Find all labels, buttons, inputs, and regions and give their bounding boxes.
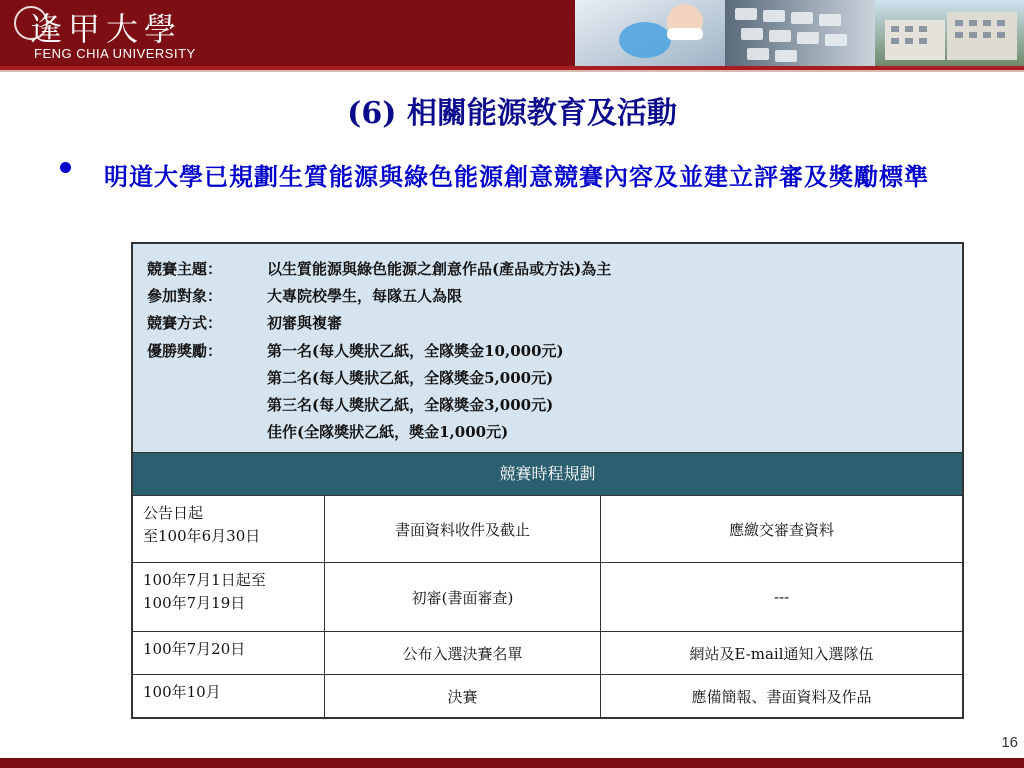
schedule-heading: 競賽時程規劃 bbox=[133, 453, 962, 496]
item-cell: 決賽 bbox=[325, 675, 601, 717]
info-row-theme bbox=[147, 258, 611, 279]
item-cell: 初審(書面審查) bbox=[325, 563, 601, 631]
date-line: 100年7月19日 bbox=[143, 594, 246, 612]
info-row-award-3 bbox=[147, 394, 553, 415]
date-line: 100年7月20日 bbox=[143, 640, 246, 658]
award-first: 第一名(每人獎狀乙紙，全隊獎金10,000元) bbox=[267, 342, 564, 360]
award-honorable: 佳作(全隊獎狀乙紙，獎金1,000元) bbox=[267, 423, 509, 441]
banner-divider-light bbox=[0, 70, 1024, 72]
table-row bbox=[133, 496, 962, 563]
slide-title: (6) 相關能源教育及活動 bbox=[347, 96, 677, 131]
bullet-text: 明道大學已規劃生質能源與綠色能源創意競賽內容及並建立評審及獎勵標準 bbox=[104, 163, 929, 191]
date-line: 100年10月 bbox=[143, 683, 221, 701]
university-logo bbox=[20, 2, 200, 64]
logo-english-name: FENG CHIA UNIVERSITY bbox=[34, 46, 196, 61]
info-row-award-4 bbox=[147, 421, 508, 442]
note-cell: --- bbox=[773, 588, 790, 606]
logo-chinese-name: 逢甲大學 bbox=[30, 10, 183, 48]
competition-table bbox=[131, 242, 964, 719]
theme-value: 以生質能源與綠色能源之創意作品(產品或方法)為主 bbox=[267, 260, 612, 278]
theme-label: 競賽主題： bbox=[147, 260, 223, 278]
note-cell: 應繳交審查資料 bbox=[728, 520, 834, 539]
table-row bbox=[133, 632, 962, 675]
date-cell bbox=[133, 675, 325, 717]
target-label: 參加對象： bbox=[147, 287, 223, 305]
date-line: 至100年6月30日 bbox=[143, 527, 261, 545]
note-cell: 應備簡報、書面資料及作品 bbox=[691, 687, 872, 706]
table-row bbox=[133, 675, 962, 717]
info-row-award-2 bbox=[147, 367, 553, 388]
header-photo-collage bbox=[575, 0, 1024, 66]
note-cell: 網站及E-mail通知入選隊伍 bbox=[689, 644, 874, 663]
header-banner bbox=[0, 0, 1024, 66]
info-row-target bbox=[147, 285, 462, 306]
info-row-award bbox=[147, 340, 564, 361]
item-cell: 書面資料收件及截止 bbox=[325, 496, 601, 562]
method-label: 競賽方式： bbox=[147, 314, 223, 332]
date-cell bbox=[133, 632, 325, 674]
target-value: 大專院校學生，每隊五人為限 bbox=[267, 287, 463, 305]
bullet-icon bbox=[60, 162, 71, 173]
award-second: 第二名(每人獎狀乙紙，全隊獎金5,000元) bbox=[267, 369, 554, 387]
award-label: 優勝獎勵： bbox=[147, 342, 223, 360]
date-cell bbox=[133, 563, 325, 631]
competition-info bbox=[133, 244, 962, 453]
method-value: 初審與複審 bbox=[267, 314, 343, 332]
award-third: 第三名(每人獎狀乙紙，全隊獎金3,000元) bbox=[267, 396, 554, 414]
date-line: 公告日起 bbox=[143, 504, 204, 522]
item-cell: 公布入選決賽名單 bbox=[325, 632, 601, 674]
date-line: 100年7月1日起至 bbox=[143, 571, 266, 589]
date-cell bbox=[133, 496, 325, 562]
page-number: 16 bbox=[1001, 734, 1018, 751]
footer-bar bbox=[0, 758, 1024, 768]
table-row bbox=[133, 563, 962, 632]
info-row-method bbox=[147, 312, 342, 333]
